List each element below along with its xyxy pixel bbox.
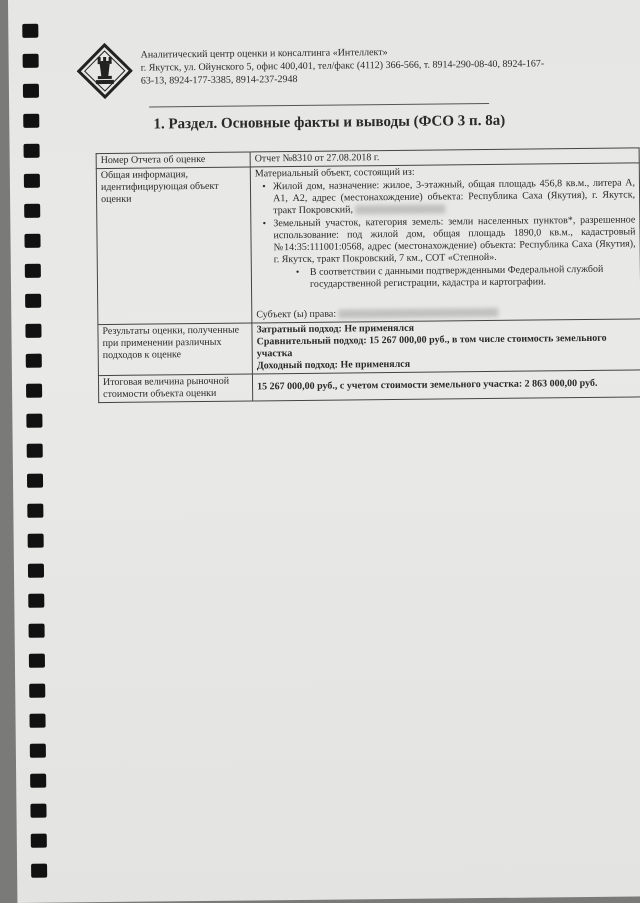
binding-hole <box>27 504 43 518</box>
letterhead-text <box>141 44 621 88</box>
table-row <box>98 370 640 403</box>
binding-hole <box>27 444 43 458</box>
spiral-binding <box>8 0 57 903</box>
house-description: Жилой дом, назначение: жилое, 3-этажный, общая площадь 456,8 кв.м., литера А, А1, А2, адрес (местонахождение) объекта: Республика Саха (Якутия), г. Якутск, тракт Покровский, <box>272 177 636 217</box>
binding-hole <box>30 774 46 788</box>
bullet-icon: • <box>262 181 266 193</box>
binding-hole <box>28 564 44 578</box>
binding-hole <box>29 714 45 728</box>
binding-hole <box>25 324 41 338</box>
binding-hole <box>22 24 38 38</box>
binding-hole <box>30 744 46 758</box>
cost-approach: Затратный подход: Не применялся <box>256 322 415 336</box>
binding-hole <box>24 144 40 158</box>
binding-hole <box>29 684 45 698</box>
final-value: 15 267 000,00 руб., с учетом стоимости земельного участка: 2 863 000,00 руб. <box>252 370 640 401</box>
company-address-line1: г. Якутск, ул. Ойунского 5, офис 400,401, тел/факс (4112) 366-566, т. 8914-290-08-40, 8924-167- <box>140 58 545 74</box>
binding-hole <box>30 804 46 818</box>
binding-hole <box>24 234 40 248</box>
redacted-address <box>355 205 445 215</box>
table-row <box>98 319 640 376</box>
results-label: Результаты оценки, полученные при применении различных подходов к оценке <box>98 323 253 376</box>
results-value <box>252 319 640 374</box>
facts-table <box>96 147 640 403</box>
binding-hole <box>27 474 43 488</box>
binding-hole <box>23 84 39 98</box>
final-value-label: Итоговая величина рыночной стоимости объекта оценки <box>98 374 252 403</box>
header-divider <box>149 103 489 108</box>
bullet-icon: • <box>295 266 300 279</box>
chess-rook-logo-icon <box>76 43 133 100</box>
binding-hole <box>24 174 40 188</box>
binding-hole <box>28 594 44 608</box>
company-name: Аналитический центр оценки и консалтинга «Интеллект» <box>140 47 388 61</box>
letterhead <box>76 38 617 104</box>
comparative-approach: Сравнительный подход: 15 267 000,00 руб., в том числе стоимость земельного участка <box>256 332 607 360</box>
document-page <box>8 0 640 903</box>
income-approach: Доходный подход: Не применялся <box>256 358 411 372</box>
list-item <box>296 263 636 291</box>
rights-holder-label: Субъект (ы) права: <box>256 308 337 321</box>
binding-hole <box>29 654 45 668</box>
binding-hole <box>25 264 41 278</box>
binding-hole <box>31 864 47 878</box>
land-description: Земельный участок, категория земель: земли населенных пунктов*, разрешенное использование: под жилой дом, общая площадь 1890,0 кв.м., кадастровый №14:35:111001:0568, адрес (местонахождение) объекта: Республика Саха (Якутия), г. Якутск, тракт Покровский, 7 км., СОТ «Степной». <box>273 214 636 266</box>
registry-note: В соответствии с данными подтвержденными Федеральной службой государственной регистрации, кадастра и картографии. <box>309 263 604 290</box>
object-info-label: Общая информация, идентифицирующая объект оценки <box>96 167 252 325</box>
binding-hole <box>28 534 44 548</box>
object-intro: Материальный объект, состоящий из: <box>254 166 415 180</box>
bullet-icon: • <box>262 218 267 230</box>
binding-hole <box>26 414 42 428</box>
list-item <box>255 177 635 217</box>
binding-hole <box>23 54 39 68</box>
redacted-name <box>339 308 499 319</box>
list-item <box>255 214 635 266</box>
binding-hole <box>29 624 45 638</box>
object-info-value <box>250 163 640 323</box>
table-row <box>96 163 640 325</box>
binding-hole <box>31 834 47 848</box>
report-number-label: Номер Отчета об оценке <box>96 152 250 169</box>
binding-hole <box>24 204 40 218</box>
section-title: 1. Раздел. Основные факты и выводы (ФСО 3 п. 8а) <box>153 112 506 133</box>
binding-hole <box>26 354 42 368</box>
binding-hole <box>26 384 42 398</box>
company-address-line2: 63-13, 8924-177-3385, 8914-237-2948 <box>140 73 298 87</box>
binding-hole <box>25 294 41 308</box>
report-number-value: Отчет №8310 от 27.08.2018 г. <box>250 148 639 167</box>
